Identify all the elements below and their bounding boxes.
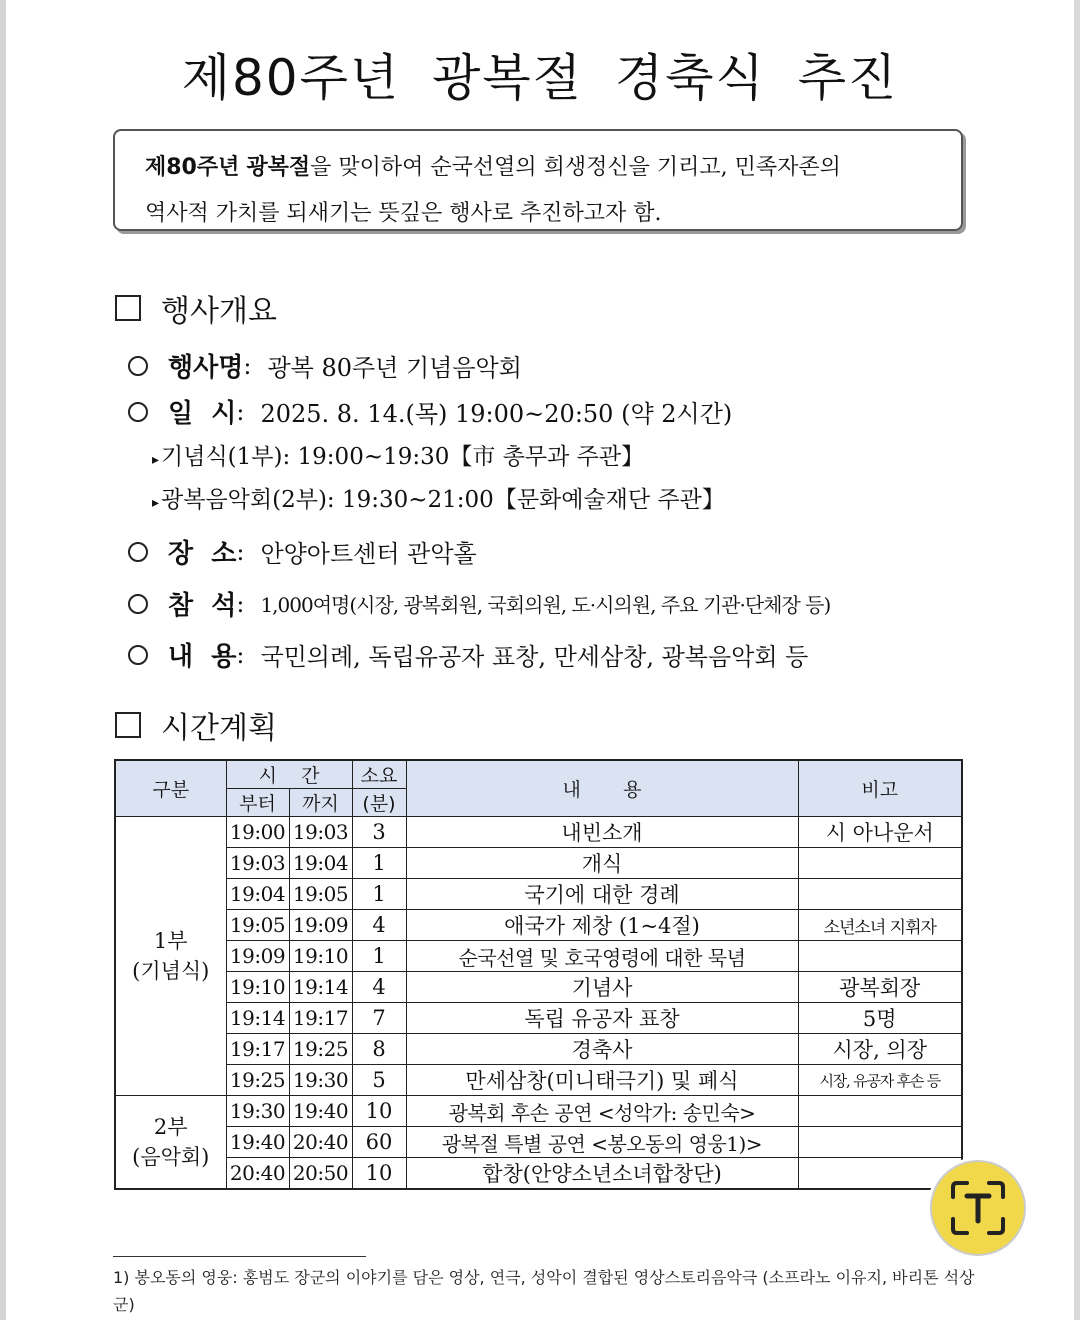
cell-duration: 1 — [352, 941, 406, 972]
cell-to: 20:40 — [289, 1127, 352, 1158]
footnote: 1) 봉오동의 영웅: 홍범도 장군의 이야기를 담은 영상, 연극, 성악이 결합된 영상스토리음악극 (소프라노 이유지, 바리톤 석상군) — [113, 1268, 975, 1314]
overview-subitem-concert — [152, 481, 725, 514]
header-note: 비고 — [798, 760, 962, 817]
cell-note — [798, 879, 962, 910]
cell-to: 19:30 — [289, 1065, 352, 1096]
summary-box — [113, 129, 963, 231]
subitem-text: 광복음악회(2부): 19:30~21:00【문화예술재단 주관】 — [161, 487, 725, 513]
part-2-cell — [115, 1096, 226, 1190]
cell-note: 시 아나운서 — [798, 817, 962, 848]
overview-item-event-name: 행사명 : 광복 80주년 기념음악회 — [128, 347, 522, 384]
cell-duration: 8 — [352, 1034, 406, 1065]
cell-to: 19:03 — [289, 817, 352, 848]
cell-to: 19:05 — [289, 879, 352, 910]
cell-note — [798, 1096, 962, 1127]
cell-from: 19:17 — [226, 1034, 289, 1065]
triangle-bullet-icon: ▸ — [152, 452, 160, 468]
footnote-divider — [113, 1256, 366, 1257]
item-value: 안양아트센터 관악홀 — [260, 540, 477, 568]
section-heading-schedule — [115, 703, 277, 747]
cell-content: 애국가 제창 (1~4절) — [406, 910, 798, 941]
text-recognition-icon — [947, 1177, 1009, 1239]
cell-content: 국기에 대한 경례 — [406, 879, 798, 910]
cell-duration: 3 — [352, 817, 406, 848]
cell-note — [798, 941, 962, 972]
page-left-edge — [0, 0, 6, 1320]
cell-note: 광복회장 — [798, 972, 962, 1003]
cell-to: 19:25 — [289, 1034, 352, 1065]
table-row — [115, 1003, 962, 1034]
cell-content: 광복절 특별 공연 <봉오동의 영웅1)> — [406, 1127, 798, 1158]
cell-to: 19:14 — [289, 972, 352, 1003]
cell-to: 19:09 — [289, 910, 352, 941]
table-row — [115, 1127, 962, 1158]
table-row — [115, 879, 962, 910]
circle-bullet-icon — [128, 645, 148, 665]
cell-note: 5명 — [798, 1003, 962, 1034]
part-sub: (음악회) — [132, 1145, 210, 1169]
overview-item-content: 내 용 : 국민의례, 독립유공자 표창, 만세삼창, 광복음악회 등 — [128, 636, 808, 673]
cell-from: 19:40 — [226, 1127, 289, 1158]
cell-from: 19:25 — [226, 1065, 289, 1096]
item-key: 참 석 — [168, 591, 237, 621]
cell-to: 20:50 — [289, 1158, 352, 1190]
cell-duration: 1 — [352, 879, 406, 910]
overview-subitem-ceremony — [152, 438, 644, 471]
square-bullet-icon — [115, 712, 141, 738]
table-row — [115, 972, 962, 1003]
part-sub: (기념식) — [132, 959, 210, 983]
part-label: 1부 — [153, 929, 188, 953]
overview-item-datetime: 일 시 : 2025. 8. 14.(목) 19:00~20:50 (약 2시간) — [128, 393, 732, 430]
header-time: 시 간 — [226, 760, 352, 789]
section-heading-text: 행사개요 — [161, 294, 277, 329]
cell-from: 19:14 — [226, 1003, 289, 1034]
cell-from: 19:03 — [226, 848, 289, 879]
table-row — [115, 1065, 962, 1096]
section-heading-overview — [115, 286, 277, 330]
item-key: 장 소 — [168, 539, 237, 569]
cell-duration: 60 — [352, 1127, 406, 1158]
cell-from: 19:10 — [226, 972, 289, 1003]
cell-to: 19:04 — [289, 848, 352, 879]
item-key: 일 시 — [168, 399, 237, 429]
square-bullet-icon — [115, 295, 141, 321]
summary-line-1-rest: 을 맞이하여 순국선열의 희생정신을 기리고, 민족자존의 — [310, 155, 841, 180]
header-duration: 소요 — [352, 760, 406, 789]
cell-duration: 4 — [352, 910, 406, 941]
cell-from: 19:30 — [226, 1096, 289, 1127]
cell-duration: 10 — [352, 1096, 406, 1127]
cell-content: 광복회 후손 공연 <성악가: 송민숙> — [406, 1096, 798, 1127]
cell-duration: 4 — [352, 972, 406, 1003]
header-category: 구분 — [115, 760, 226, 817]
cell-content: 만세삼창(미니태극기) 및 폐식 — [406, 1065, 798, 1096]
summary-line-1 — [145, 145, 943, 191]
header-to: 까지 — [289, 789, 352, 817]
table-row — [115, 1158, 962, 1190]
cell-note: 시장, 의장 — [798, 1034, 962, 1065]
header-from: 부터 — [226, 789, 289, 817]
circle-bullet-icon — [128, 594, 148, 614]
subitem-text: 기념식(1부): 19:00~19:30【市 총무과 주관】 — [161, 444, 645, 470]
overview-item-venue: 장 소 : 안양아트센터 관악홀 — [128, 533, 477, 570]
table-row — [115, 1034, 962, 1065]
cell-content: 내빈소개 — [406, 817, 798, 848]
schedule-table — [114, 759, 963, 1190]
cell-from: 19:04 — [226, 879, 289, 910]
part-1-cell — [115, 817, 226, 1096]
page-right-edge — [1074, 0, 1080, 1320]
schedule-body — [115, 817, 962, 1190]
cell-content: 개식 — [406, 848, 798, 879]
table-row — [115, 817, 962, 848]
overview-item-attendees: 참 석 : 1,000여명(시장, 광복회원, 국회의원, 도·시의원, 주요 기관·단체장 등) — [128, 585, 830, 622]
section-heading-text: 시간계획 — [161, 711, 277, 746]
header-content: 내 용 — [406, 760, 798, 817]
cell-from: 20:40 — [226, 1158, 289, 1190]
cell-duration: 10 — [352, 1158, 406, 1190]
cell-note — [798, 848, 962, 879]
cell-note: 시장, 유공자 후손 등 — [798, 1065, 962, 1096]
item-value: 1,000여명(시장, 광복회원, 국회의원, 도·시의원, 주요 기관·단체장 등) — [260, 593, 831, 617]
cell-from: 19:05 — [226, 910, 289, 941]
circle-bullet-icon — [128, 542, 148, 562]
summary-bold-2: 광복절 — [246, 155, 311, 180]
cell-content: 경축사 — [406, 1034, 798, 1065]
cell-duration: 5 — [352, 1065, 406, 1096]
header-duration-unit: (분) — [352, 789, 406, 817]
cell-duration: 7 — [352, 1003, 406, 1034]
document-title: 제80주년 광복절 경축식 추진 — [181, 49, 899, 107]
table-row — [115, 848, 962, 879]
summary-line-2: 역사적 가치를 되새기는 뜻깊은 행사로 추진하고자 함. — [145, 201, 662, 226]
cell-content: 기념사 — [406, 972, 798, 1003]
cell-from: 19:09 — [226, 941, 289, 972]
cell-to: 19:17 — [289, 1003, 352, 1034]
item-key: 행사명 — [168, 353, 244, 383]
item-value: 2025. 8. 14.(목) 19:00~20:50 (약 2시간) — [260, 400, 733, 428]
table-row — [115, 1096, 962, 1127]
item-value: 광복 80주년 기념음악회 — [267, 354, 522, 382]
cell-content: 합창(안양소년소녀합창단) — [406, 1158, 798, 1190]
circle-bullet-icon — [128, 402, 148, 422]
cell-to: 19:40 — [289, 1096, 352, 1127]
cell-note: 소년소녀 지휘자 — [798, 910, 962, 941]
cell-duration: 1 — [352, 848, 406, 879]
cell-content: 독립 유공자 표창 — [406, 1003, 798, 1034]
triangle-bullet-icon: ▸ — [152, 495, 160, 511]
circle-bullet-icon — [128, 356, 148, 376]
cell-from: 19:00 — [226, 817, 289, 848]
item-key: 내 용 — [168, 642, 237, 672]
part-label: 2부 — [153, 1115, 188, 1139]
table-row — [115, 910, 962, 941]
cell-note — [798, 1127, 962, 1158]
cell-to: 19:10 — [289, 941, 352, 972]
summary-bold-1: 제80주년 — [145, 155, 240, 180]
text-recognition-button[interactable] — [930, 1160, 1026, 1256]
item-value: 국민의례, 독립유공자 표창, 만세삼창, 광복음악회 등 — [260, 643, 809, 671]
table-row — [115, 941, 962, 972]
cell-content: 순국선열 및 호국영령에 대한 묵념 — [406, 941, 798, 972]
